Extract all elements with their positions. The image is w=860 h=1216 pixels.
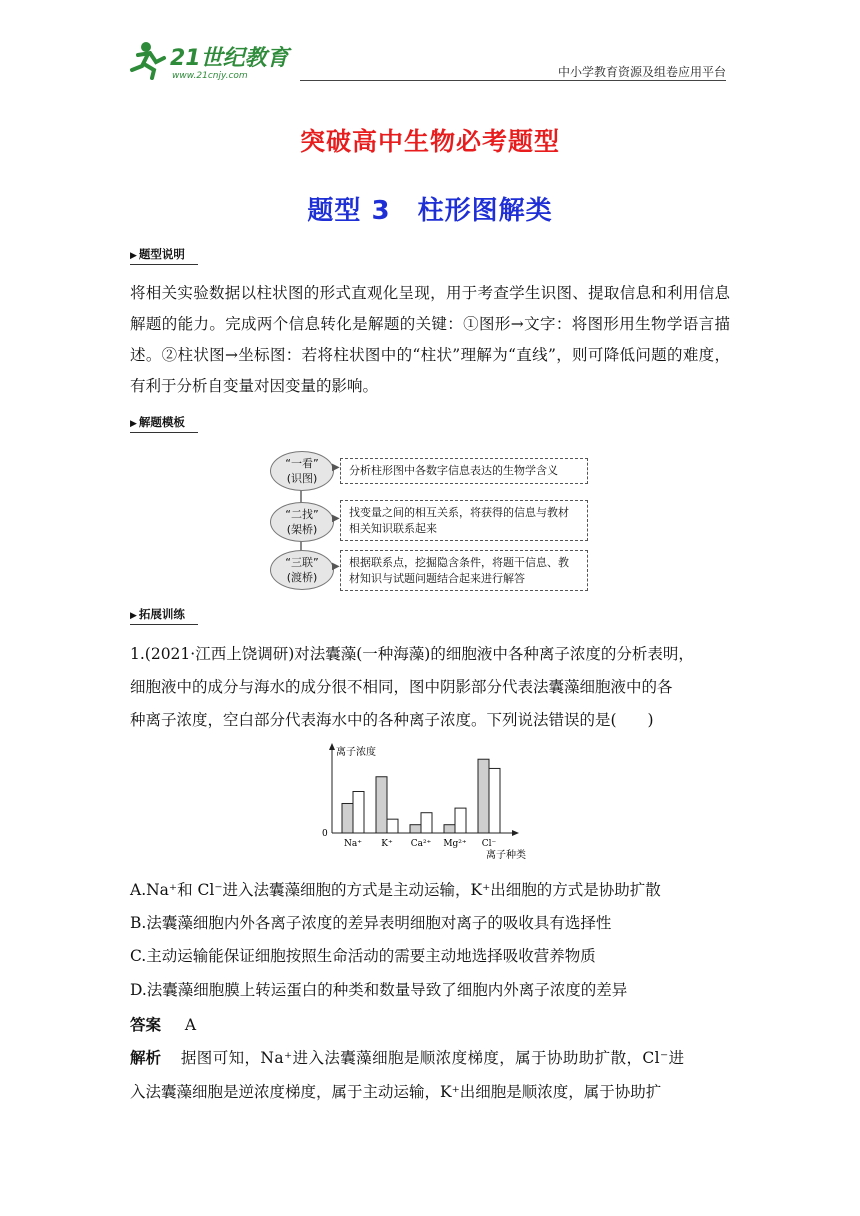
analysis-text: 据图可知，Na⁺进入法囊藻细胞是顺浓度梯度，属于协助助扩散，Cl⁻进 <box>180 1049 685 1067</box>
section-label: 题型说明 <box>138 247 185 261</box>
seawater-bar-0 <box>353 792 364 834</box>
step-name: “二找” <box>285 508 319 521</box>
arrow-icon: ▶ <box>332 513 340 524</box>
header-divider <box>300 80 726 81</box>
section-heading-intro <box>130 246 198 265</box>
cell-sap-bar-1 <box>376 777 387 833</box>
step-name: “一看” <box>285 457 319 470</box>
intro-paragraph: 将相关实验数据以柱状图的形式直观化呈现，用于考查学生识图、提取信息和利用信息解题的能力。完成两个信息转化是解题的关键：①图形→文字：将图形用生物学语言描述。②柱状图→坐标图：若将柱状图中的“柱状”理解为“直线”，则可降低问题的难度，有利于分析自变量对因变量的影响。 <box>130 284 730 395</box>
step-name: “三联” <box>285 556 319 569</box>
seawater-bar-3 <box>455 808 466 833</box>
answer-row <box>130 1013 730 1035</box>
section-label: 拓展训练 <box>138 607 185 621</box>
question-stem-line: 细胞液中的成分与海水的成分很不相同，图中阴影部分代表法囊藻细胞液中的各 <box>130 678 673 696</box>
cell-sap-bar-3 <box>444 825 455 833</box>
section-label: 解题模板 <box>138 415 185 429</box>
cell-sap-bar-4 <box>478 759 489 833</box>
step-name-sub: (渡桥) <box>286 571 318 584</box>
step-name-sub: (识图) <box>286 472 318 485</box>
step-two-ellipse <box>270 502 334 542</box>
step-three-description: 根据联系点，挖掘隐含条件，将题干信息、教材知识与试题问题结合起来进行解答 <box>340 550 588 591</box>
question-stem-line: 种离子浓度，空白部分代表海水中的各种离子浓度。下列说法错误的是( ) <box>130 711 654 729</box>
x-tick-label: Cl⁻ <box>481 839 497 849</box>
x-tick-label: Na⁺ <box>344 839 362 849</box>
x-tick-label: Mg²⁺ <box>443 839 467 849</box>
answer-value: A <box>184 1016 197 1034</box>
x-tick-label: K⁺ <box>381 839 393 849</box>
arrow-icon: ▶ <box>332 561 340 572</box>
analysis-label: 解析 <box>130 1049 162 1067</box>
seawater-bar-2 <box>421 813 432 833</box>
step-three-ellipse <box>270 550 334 590</box>
page-subtitle: 题型 3 柱形图解类 <box>307 196 553 226</box>
runner-logo-icon <box>128 38 298 82</box>
option-a: A.Na⁺和 Cl⁻进入法囊藻细胞的方式是主动运输，K⁺出细胞的方式是协助扩散 <box>130 881 661 899</box>
x-axis-arrow-icon <box>512 830 519 836</box>
option-c: C.主动运输能保证细胞按照生命活动的需要主动地选择吸收营养物质 <box>130 947 596 965</box>
y-axis-arrow-icon <box>329 743 335 750</box>
question-stem-line: 1.(2021·江西上饶调研)对法囊藻(一种海藻)的细胞液中各种离子浓度的分析表明， <box>130 645 694 663</box>
origin-label: 0 <box>322 829 328 839</box>
y-axis-label: 离子浓度 <box>336 747 376 758</box>
triangle-icon: ▶ <box>130 251 137 261</box>
cell-sap-bar-2 <box>410 825 421 833</box>
option-d: D.法囊藻细胞膜上转运蛋白的种类和数量导致了细胞内外离子浓度的差异 <box>130 981 628 999</box>
step-one-ellipse <box>270 451 334 491</box>
cell-sap-bar-0 <box>342 803 353 833</box>
arrow-icon: ▶ <box>332 462 340 473</box>
platform-name: 中小学教育资源及组卷应用平台 <box>557 65 726 79</box>
triangle-icon: ▶ <box>130 611 137 621</box>
page-title: 突破高中生物必考题型 <box>299 127 560 156</box>
x-tick-label: Ca²⁺ <box>410 839 432 849</box>
ion-concentration-chart <box>318 740 548 865</box>
x-axis-label: 离子种类 <box>486 850 526 861</box>
step-one-description: 分析柱形图中各数字信息表达的生物学含义 <box>340 458 588 484</box>
logo-url-text: www.21cnjy.com <box>172 71 248 81</box>
section-heading-practice <box>130 606 198 625</box>
section-heading-template <box>130 414 198 433</box>
logo-text: 21世纪教育 <box>170 46 289 71</box>
bar-group <box>342 759 500 833</box>
triangle-icon: ▶ <box>130 419 137 429</box>
analysis-row <box>130 1046 730 1068</box>
step-name-sub: (架桥) <box>286 523 318 536</box>
seawater-bar-4 <box>489 768 500 833</box>
step-two-description: 找变量之间的相互关系，将获得的信息与教材相关知识联系起来 <box>340 500 588 541</box>
answer-label: 答案 <box>130 1016 162 1034</box>
option-b: B.法囊藻细胞内外各离子浓度的差异表明细胞对离子的吸收具有选择性 <box>130 914 612 932</box>
analysis-text-continued: 入法囊藻细胞是逆浓度梯度，属于主动运输，K⁺出细胞是顺浓度，属于协助扩 <box>130 1083 662 1101</box>
tick-label-group <box>344 839 497 849</box>
seawater-bar-1 <box>387 819 398 833</box>
site-logo <box>128 38 298 82</box>
